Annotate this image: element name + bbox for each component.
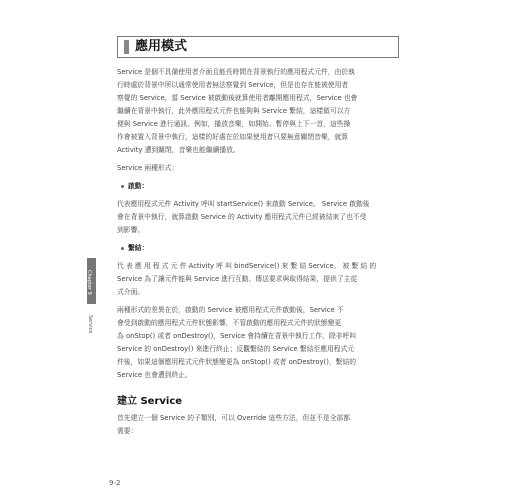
text-line: 行時處於背景中所以通常使用者無法察覺到 Service，但是也存在能被使用者 [117,81,349,89]
text-line: 作會被置入背景中執行，這樣的好處在於如果使用者只要無意關閉音樂，就算 [117,133,349,141]
page-number: 9-2 [109,479,121,487]
text-line: 為 onStop() 或者 onDestroy()，Service 會持續在背景中執行工作，除非呼叫 [117,332,357,340]
text-line: Service 是個不具備使用者介面且能長時間在背景執行的應用程式元件，由於執 [117,68,355,76]
text-line: 到影響。 [117,226,145,234]
bullet-label: 啟動： [128,182,149,190]
subsection-heading: 建立 Service [117,396,183,407]
chapter-label: Chapter 9 [86,270,92,295]
heading-accent-bar [124,40,129,54]
text-line: 會在背景中執行，就算啟動 Service 的 Activity 應用程式元件已經被結束了也不受 [117,213,367,221]
bullet-label: 繫結： [128,244,149,252]
text-line: Service 的 onDestroy() 來進行終止；反觀繫結的 Service 繫結至應用程式元 [117,345,355,353]
bullet-dot-icon [121,185,124,188]
text-line: 代表應用程式元件 Activity 呼叫 startService() 來啟動 Service。 Service 啟動後 [117,200,370,208]
text-line: 會受到啟動的應用程式元件狀態影響，不管啟動的應用程式元件的狀態變更 [117,319,342,327]
text-line: 兩種形式的差異在於，啟動的 Service 被應用程式元件啟動後，Service 不 [117,306,344,314]
section-heading-box [117,36,399,58]
text-line: 需要： [117,427,138,435]
text-line: 式介面。 [117,288,145,296]
bullet-start [121,181,148,191]
text-line: 便與 Service 進行通訊。例如，播放音樂，如開始、暫停與上下一首，這些操 [117,120,351,128]
text-line: 代 表 應 用 程 式 元 件 Activity 呼 叫 bindService() 來 繫 結 Service。 被 繫 結 的 [117,262,377,270]
chapter-topic: Service [87,315,93,334]
text-line: Service 也會遭到終止。 [117,371,192,379]
forms-label: Service 兩種形式： [117,164,179,172]
bullet-bind [121,243,148,253]
text-line: Service 為了讓元件能與 Service 進行互動、傳送要求與取得結果，提供了主從 [117,275,358,283]
text-line: 察覺的 Service，當 Service 被啟動後就算使用者離開應用程式，Service 也會 [117,94,358,102]
text-line: 首先建立一個 Service 的子類別，可以 Override 這些方法，但並不是全部都 [117,414,351,422]
text-line: 件後，如果這個應用程式元件狀態變更為 onStop() 或者 onDestroy()，繫結的 [117,358,357,366]
section-heading: 應用模式 [135,39,188,54]
bullet-dot-icon [121,247,124,250]
text-line: Activity 遭到關閉，音樂也能繼續播放。 [117,146,240,154]
text-line: 繼續在背景中執行，此外應用程式元件也能夠與 Service 繫結，這樣做可以方 [117,107,351,115]
